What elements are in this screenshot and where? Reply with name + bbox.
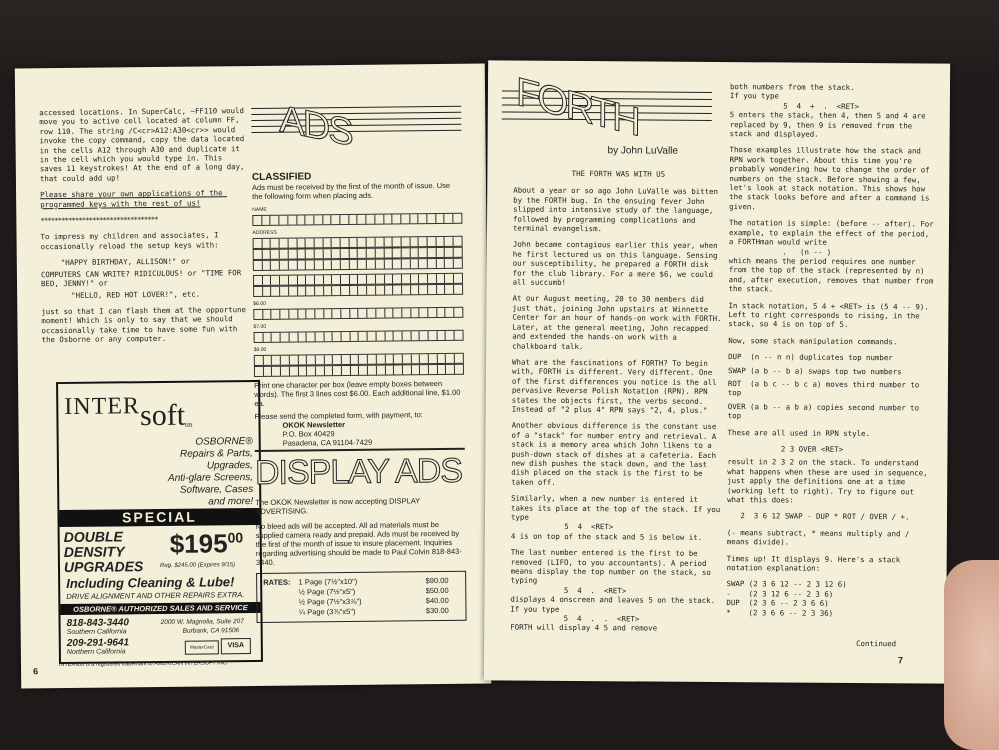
service-item: Software, Cases — [179, 484, 254, 496]
classified-intro: Ads must be received by the first of the month of issue. Use the following form when placing ads. — [251, 180, 451, 201]
form-row[interactable] — [253, 307, 463, 320]
paragraph: just so that I can flash them at the opportune moment! Which is only to say that we should occasionally take time to have some fun with the Osborne or any computer. — [41, 304, 251, 345]
region-1: Southern California — [66, 628, 127, 636]
paragraph: These are all used in RPN style. — [727, 427, 870, 438]
form-row-name[interactable] — [252, 213, 462, 226]
service-item: Upgrades, — [206, 460, 253, 472]
phone-2: 209-291-9641 — [66, 637, 130, 649]
price-cents: 00 — [227, 529, 244, 546]
upgrade-line: DOUBLE — [63, 528, 123, 545]
send-to-text: Please send the completed form, with payment, to: — [254, 410, 423, 421]
paragraph: (- means subtract, * means multiply and / means divide). — [726, 527, 914, 547]
paragraph: Similarly, when a new number is entered it takes its place at the top of the stack. If you type 5 4 <RET> 4 is on top of the stack and 5 is below it. — [510, 493, 725, 542]
subtitle: THE FORTH WAS WITH US — [571, 168, 666, 179]
rate-price: $30.00 — [425, 605, 449, 616]
forth-logo: FORTH — [515, 69, 638, 145]
paragraph: "HAPPY BIRTHDAY, ALLISON!" or — [60, 256, 190, 268]
paragraph: Those examples illustrate how the stack and RPN work together. About this time you're probably wondering how to change the order of numbers on the stack. Before showing a few, let's look at stack notation. This shows how the stack looks before and after a command is given. — [729, 145, 935, 212]
paragraph: 2 3 6 12 SWAP - DUP * ROT / OVER / +. — [726, 511, 910, 522]
paragraph: 2 3 OVER <RET> — [727, 444, 844, 454]
left-text-column — [39, 106, 251, 352]
paragraph: About a year or so ago John LuValle was bitten by the FORTH bug. In the ensuing fever John slipped into intensive study of the language, followed by programming complications and terminal evangelism. — [512, 185, 723, 234]
trademark-note: INTERsoft is a registered trademark of AMERICAN INTERSOFT INC. — [58, 660, 229, 669]
intersoft-ad — [56, 380, 263, 664]
price-main: $195 — [169, 528, 228, 559]
rate-row — [299, 606, 449, 618]
phone-1: 818-843-3440 — [66, 617, 129, 629]
price-label: $8.00 — [253, 346, 267, 353]
forth-column-1 — [510, 168, 726, 641]
price — [170, 528, 244, 560]
mailing-line: P.O. Box 40429 — [282, 429, 335, 439]
page-number: 6 — [33, 666, 39, 677]
service-item: Repairs & Parts, — [179, 448, 253, 460]
mastercard-logo: MasterCard — [185, 640, 219, 654]
brand-soft: soft — [139, 398, 186, 433]
paragraph: Times up! It displays 9. Here's a stack notation explanation: — [726, 553, 905, 573]
display-ads-intro: The OKOK Newsletter is now accepting DISPLAY ADVERTISING. — [255, 496, 421, 516]
rates-table — [256, 571, 467, 623]
classified-heading: CLASSIFIED — [251, 171, 312, 184]
paragraph: ********************************** — [40, 215, 158, 226]
name-label: NAME — [252, 206, 267, 213]
rate-price: $50.00 — [425, 585, 449, 596]
paragraph: Another obvious difference is the constant use of a "stack" for number entry and retrieval. A stack is a memory area which John likens to a push-down stack of dishes at a cafeteria. Each new dish pushes the stack down, and the last dish placed on the stack is the first to be taken off. — [511, 420, 721, 487]
page-number: 7 — [897, 655, 904, 666]
forth-column-2 — [726, 82, 938, 626]
brand-inter: INTER — [64, 393, 141, 420]
command: DUP (n -- n n) duplicates top number — [728, 352, 893, 363]
address-1: 2000 W. Magnolia, Suite 207 — [160, 618, 244, 626]
cleaning-line: Including Cleaning & Lube! — [66, 574, 235, 591]
right-page — [484, 60, 950, 683]
upgrade-heading — [64, 529, 144, 575]
form-instructions: Print one character per box (leave empty boxes between words). The first 3 lines cost $6.00. Each additional line, $1.00 ea. — [254, 379, 461, 408]
mailing-line: Pasadena, CA 91104-7429 — [282, 437, 373, 448]
drive-line: DRIVE ALIGNMENT AND OTHER REPAIRS EXTRA. — [66, 590, 245, 601]
left-page — [15, 64, 491, 689]
service-item: Anti-glare Screens, — [167, 472, 254, 484]
paragraph: To impress my children and associates, I occasionally reload the setup keys with: — [40, 230, 224, 252]
mailing-address — [254, 419, 464, 448]
form-row[interactable] — [253, 258, 463, 271]
ads-logo: ADS — [279, 98, 352, 155]
price-label: $6.00 — [253, 300, 266, 307]
paragraph: accessed locations. In SuperCalc, ~FF110 would move you to active cell located at column FF, row 110. The string /C<cr>A12:A30<cr>> would invoke the copy command, copy the data located in the cells A12 through A30 and duplicate it in the cell which you would type in. This saves 11 keystrokes! At the end of a long day, that could add up! — [39, 106, 249, 184]
ads-logo-area — [251, 98, 462, 172]
paragraph: COMPUTERS CAN WRITE? RIDICULOUS! or "TIME FOR BED, JENNY!" or — [40, 267, 246, 289]
visa-logo: VISA — [221, 638, 251, 654]
address-2: Burbank, CA 91506 — [182, 627, 240, 635]
continued-label: Continued — [856, 638, 897, 649]
paragraph: What are the fascinations of FORTH? To begin with, FORTH is different. Very different. One of the first differences you notice is the all pervasive Reverse Polish Notation (RPN). RPN states the objects first, the verbs second. Instead of "2 plus 4" RPN says "2, 4, plus." — [511, 357, 722, 415]
form-row[interactable] — [253, 284, 463, 297]
rates-list — [298, 576, 448, 618]
forth-logo-area — [501, 69, 712, 167]
paragraph: "HELLO, RED HOT LOVER!", etc. — [71, 289, 201, 300]
rates-label: RATES: — [263, 577, 291, 587]
paragraph: The notation is simple: (before -- after). For example, to explain the effect of the period, a FORTHman would write . (n -- ) which means the period requires one number from the top of the stack (represented by n) and, after execution, removes that number from the stack. — [728, 218, 939, 294]
upgrade-line: DENSITY — [63, 543, 125, 560]
paragraph: both numbers from the stack. If you type 5 4 + . <RET> 5 enters the stack, then 4, then 5 and 4 are replaced by 9, then 9 is removed from the stack and displayed. — [729, 82, 931, 139]
address-label: ADDRESS — [252, 229, 277, 236]
display-ads-title: DISPLAY ADS — [255, 448, 465, 492]
price-label: $7.00 — [253, 323, 267, 330]
paragraph: At our August meeting, 20 to 30 members did just that, joining John upstairs at Winnette Center for an hour of hands-on work with FORTH. Later, at the general meeting, John recapped and extended the hands-on work with a chalkboard talk. — [512, 294, 726, 351]
hand — [944, 560, 999, 750]
command: OVER (a b -- a b a) copies second number to top — [727, 401, 924, 421]
rate-price: $40.00 — [425, 595, 449, 606]
region-2: Northern California — [66, 648, 126, 656]
brand-tm: tm — [185, 420, 193, 429]
command: SWAP (a b -- b a) swaps top two numbers — [727, 365, 902, 376]
reg-price: Reg. $245.00 (Expires 9/15) — [159, 562, 236, 569]
paragraph: SWAP (2 3 6 12 -- 2 3 12 6) - (2 3 12 6 -- 2 3 6) DUP (2 3 6 -- 2 3 6 6) * (2 3 6 6 -- 2 3 36) — [726, 579, 847, 618]
command: ROT (a b c -- b c a) moves third number to top — [727, 379, 924, 398]
rate-price: $90.00 — [425, 575, 449, 586]
paragraph: The last number entered is the first to be removed (LIFO, to you accountants). A period means display the top number on the stack, so typing 5 4 . <RET> displays 4 onscreen and leaves 5 on the stack. If you type 5 4 . . <RET> FORTH will display 4 5 and remove — [510, 547, 720, 634]
byline: by John LuValle — [607, 145, 679, 157]
service-item: and more! — [208, 496, 254, 508]
paragraph: In stack notation, 5 4 + <RET> is (5 4 -- 9). Left to right corresponds to rising, in the stack, so 4 is on top of 5. — [728, 300, 934, 330]
form-row[interactable] — [254, 330, 464, 343]
services-list — [168, 436, 254, 509]
rate-size: ½ Page (7½"x5") — [298, 586, 356, 597]
service-item: OSBORNE® — [195, 436, 253, 448]
special-banner: SPECIAL — [59, 508, 259, 527]
paragraph: Now, some stack manipulation commands. — [728, 335, 898, 347]
rate-size: ¼ Page (3⅞"x5") — [298, 606, 356, 617]
paragraph: Please share your own applications of the programmed keys with the rest of us! — [40, 188, 228, 209]
mailing-line: OKOK Newsletter — [282, 420, 346, 430]
upgrade-line: UPGRADES — [63, 558, 144, 575]
rate-size: ½ Page (7½"x3⅞") — [298, 596, 362, 607]
form-row[interactable] — [254, 364, 464, 377]
rate-size: 1 Page (7½"x10") — [298, 576, 358, 587]
ads-column — [251, 98, 466, 623]
paragraph: John became contagious earlier this year, when he first lectured us on this language. Sensing our susceptibility, he prepared a FORTH disk for the club library. For a mere $6, we could all succumb! — [512, 240, 723, 288]
authorized-banner: OSBORNE® AUTHORIZED SALES AND SERVICE — [60, 602, 260, 615]
display-ads-body: No bleed ads will be accepted. All ad materials must be supplied camera ready and prepaid. Ads must be received by the first of the month of issue to insure placement. Inquiries regarding advertising should be made to Paul Colvin 818-843-3440. — [255, 520, 462, 567]
paragraph: result in 2 3 2 on the stack. To understand what happens when these are used in sequence, just apply the definitions one at a time (working left to right). Try to figure out what this does: — [727, 457, 933, 505]
